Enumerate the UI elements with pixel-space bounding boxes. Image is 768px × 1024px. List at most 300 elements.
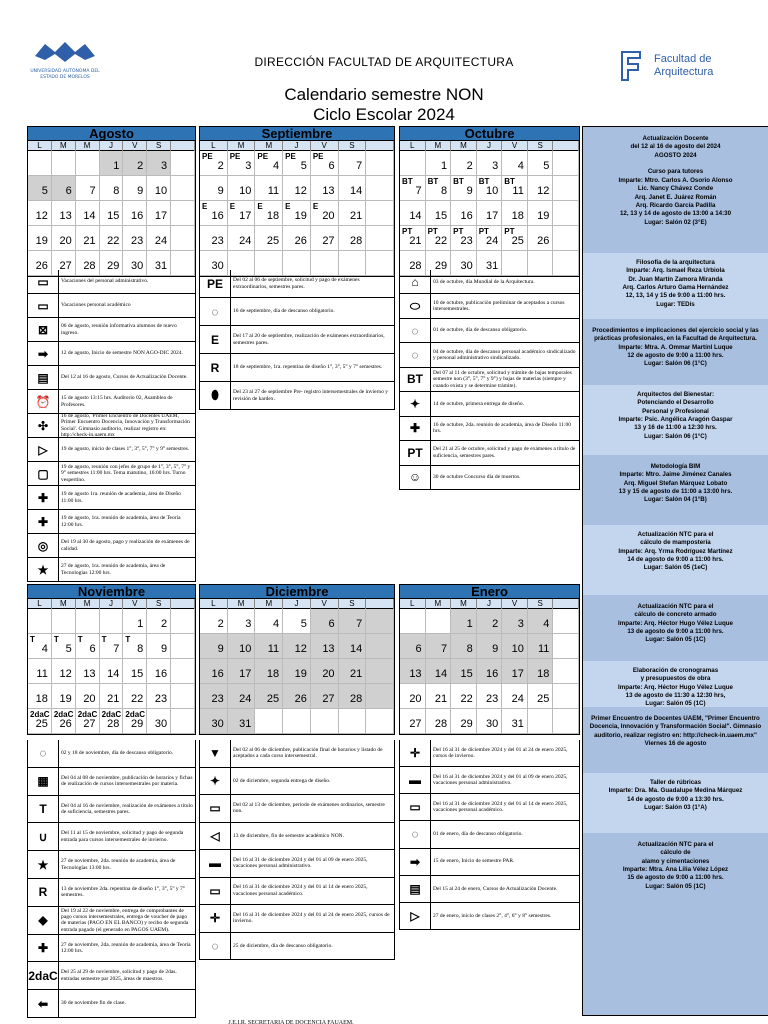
day-number: 4 bbox=[273, 618, 280, 630]
legend-text: 02 y 18 de noviembre, día de descanso obligatorio. bbox=[58, 740, 175, 767]
legend-symbol-icon: 2daC bbox=[28, 968, 58, 983]
legend-row bbox=[28, 534, 195, 558]
legend-text: 19 de agosto, inicio de clases 1°, 3°, 5°, 7° y 9° semestres. bbox=[58, 438, 191, 461]
legend-row bbox=[200, 933, 394, 961]
course-line: Lugar: Salón 06 (1°C) bbox=[644, 432, 707, 440]
day-cell bbox=[147, 709, 171, 734]
legend-row bbox=[28, 270, 195, 294]
day-cell bbox=[502, 684, 528, 709]
svg-text:UNIVERSIDAD AUTÓNOMA DEL: UNIVERSIDAD AUTÓNOMA DEL bbox=[30, 69, 100, 74]
legend-symbol-icon: ◌ bbox=[211, 938, 219, 953]
svg-text:Facultad de: Facultad de bbox=[654, 53, 712, 65]
course-line: cálculo de concreto armado bbox=[634, 611, 717, 619]
legend-symbol-icon: ⏰ bbox=[35, 394, 51, 409]
course-block bbox=[583, 385, 768, 455]
weekday-label: S bbox=[528, 141, 554, 151]
weekday-label: J bbox=[100, 599, 124, 609]
course-line: del 12 al 16 de agosto del 2024 bbox=[630, 143, 721, 151]
day-cell bbox=[339, 201, 367, 226]
day-cell bbox=[28, 151, 52, 176]
weekday-label: V bbox=[123, 599, 147, 609]
day-cell bbox=[100, 176, 124, 201]
day-cell bbox=[100, 684, 124, 709]
day-cell bbox=[553, 659, 579, 684]
day-number: 2 bbox=[466, 160, 473, 172]
day-number: 29 bbox=[434, 260, 448, 272]
legend-row bbox=[28, 740, 195, 768]
day-cell bbox=[366, 201, 394, 226]
day-cell bbox=[400, 709, 426, 734]
event-code: T bbox=[30, 635, 35, 644]
day-cell bbox=[311, 176, 339, 201]
weekday-label: S bbox=[528, 599, 554, 609]
day-number: 30 bbox=[486, 718, 499, 730]
legend-text: Vacaciones personal académico bbox=[58, 294, 133, 317]
day-cell bbox=[426, 634, 452, 659]
legend-symbol-icon: ◎ bbox=[37, 538, 49, 553]
day-cell bbox=[283, 226, 311, 251]
day-number: 21 bbox=[107, 693, 120, 705]
day-number: 4 bbox=[273, 160, 280, 172]
legend-row bbox=[400, 270, 579, 294]
day-number: 12 bbox=[294, 643, 307, 655]
event-code: E bbox=[312, 202, 319, 211]
course-line: Metodología BIM bbox=[650, 463, 701, 470]
course-line: alamo y cimentaciones bbox=[641, 857, 710, 865]
day-cell bbox=[100, 634, 124, 659]
day-cell bbox=[528, 659, 554, 684]
legend-symbol-icon: ◌ bbox=[39, 746, 47, 761]
day-grid bbox=[28, 151, 195, 276]
day-number: 24 bbox=[239, 693, 252, 705]
day-number: 13 bbox=[59, 210, 72, 222]
event-code: T bbox=[125, 635, 131, 644]
legend-text: 16 de agosto, 'Primer Encuentro de Docentes UAEM, Primer Encuentro Docencia, Innovación y Transformación Social'. Gimnasio auditorio, realizar registro en: http://check-in.uaem.mx bbox=[58, 414, 195, 437]
weekday-label bbox=[553, 141, 579, 151]
course-line: Lugar: Salón 05 (1eC) bbox=[643, 564, 708, 572]
weekday-label: M bbox=[451, 141, 477, 151]
day-cell bbox=[426, 176, 452, 201]
day-cell bbox=[171, 684, 195, 709]
day-number: 3 bbox=[517, 618, 524, 630]
day-cell bbox=[311, 201, 339, 226]
course-line: Lugar: Salón 03 (1°A) bbox=[644, 804, 707, 812]
weekday-label: L bbox=[400, 599, 426, 609]
day-cell bbox=[339, 226, 367, 251]
day-cell bbox=[366, 634, 394, 659]
event-code: PT bbox=[504, 227, 515, 236]
day-number: 11 bbox=[538, 643, 550, 655]
day-number: 16 bbox=[211, 210, 224, 222]
day-number: 17 bbox=[239, 668, 252, 680]
course-line: 13 de agosto de 9:00 a 11:00 hrs. bbox=[627, 628, 724, 636]
course-line: Actualización NTC para el bbox=[637, 531, 714, 538]
day-cell bbox=[123, 609, 147, 634]
day-cell bbox=[171, 201, 195, 226]
day-number: 8 bbox=[466, 643, 473, 655]
day-cell bbox=[100, 201, 124, 226]
day-number: 3 bbox=[492, 160, 499, 172]
day-grid bbox=[200, 151, 394, 276]
day-number: 6 bbox=[89, 643, 96, 655]
day-cell bbox=[366, 151, 394, 176]
legend-symbol-icon: E bbox=[210, 332, 219, 347]
course-block bbox=[583, 773, 768, 833]
day-number: 21 bbox=[409, 235, 422, 247]
day-cell bbox=[339, 709, 367, 734]
legend-text: 16 de octubre, 2da. reunión de academia, área de Diseño 11:00 hrs. bbox=[430, 417, 579, 440]
day-number: 26 bbox=[35, 260, 48, 272]
day-cell bbox=[400, 151, 426, 176]
weekday-label: M bbox=[76, 141, 100, 151]
month-title: Octubre bbox=[400, 127, 579, 141]
legend-row bbox=[28, 438, 195, 462]
legend-text: Del 15 al 24 de enero, Cursos de Actualización Docente. bbox=[430, 876, 559, 902]
legend-row bbox=[400, 417, 579, 441]
course-line: Lugar: Salón 04 (1°B) bbox=[644, 496, 707, 504]
course-line: Arq. Miguel Stefan Márquez Lobato bbox=[623, 479, 728, 487]
day-number: 13 bbox=[83, 668, 96, 680]
weekday-label: V bbox=[502, 141, 528, 151]
day-number: 20 bbox=[322, 210, 335, 222]
legend-symbol-icon: ◆ bbox=[38, 913, 48, 928]
day-number: 26 bbox=[59, 718, 72, 730]
legend-text: 16 de septiembre, día de descanso obligatorio. bbox=[230, 298, 337, 325]
day-number: 29 bbox=[460, 718, 473, 730]
legend-text: Del 19 al 30 de agosto, pago y realización de exámenes de calidad. bbox=[58, 534, 195, 557]
weekday-label: L bbox=[28, 141, 52, 151]
legend-row bbox=[400, 849, 579, 876]
day-number: 27 bbox=[59, 260, 72, 272]
month-enero bbox=[399, 584, 580, 735]
day-number: 21 bbox=[83, 235, 96, 247]
legend-row bbox=[200, 768, 394, 796]
day-number: 26 bbox=[537, 235, 550, 247]
day-number: 10 bbox=[239, 643, 252, 655]
day-number: 22 bbox=[131, 693, 144, 705]
day-cell bbox=[451, 634, 477, 659]
day-cell bbox=[528, 609, 554, 634]
day-cell bbox=[400, 659, 426, 684]
day-number: 22 bbox=[434, 235, 448, 247]
legend-row bbox=[28, 851, 195, 879]
day-number: 30 bbox=[154, 718, 168, 730]
legend-row bbox=[400, 821, 579, 848]
day-number: 13 bbox=[322, 185, 335, 197]
course-line: 14 de agosto de 9:00 a 11:00 hrs. bbox=[627, 556, 724, 564]
day-cell bbox=[311, 684, 339, 709]
legend-row bbox=[400, 794, 579, 821]
event-code: PE bbox=[257, 152, 269, 161]
course-line: Actualización Docente bbox=[642, 135, 709, 142]
legend-symbol-icon: ✛ bbox=[209, 911, 221, 926]
day-cell bbox=[171, 659, 195, 684]
day-cell bbox=[255, 226, 283, 251]
day-cell bbox=[400, 176, 426, 201]
legend-row bbox=[200, 326, 394, 354]
legend-row bbox=[28, 486, 195, 510]
day-cell bbox=[528, 201, 554, 226]
day-number: 9 bbox=[217, 643, 224, 655]
day-cell bbox=[553, 634, 579, 659]
legend-row bbox=[28, 318, 195, 342]
day-number: 18 bbox=[511, 210, 524, 222]
legend-text: Vacaciones del personal administrativo. bbox=[58, 270, 150, 293]
course-block bbox=[583, 709, 768, 771]
legend-text: 10 de octubre, publicación preliminar de aceptados a cursos intersemestrales. bbox=[430, 294, 579, 317]
day-cell bbox=[477, 709, 503, 734]
day-number: 9 bbox=[217, 185, 224, 197]
day-cell bbox=[200, 151, 228, 176]
day-number: 19 bbox=[35, 235, 48, 247]
day-cell bbox=[400, 226, 426, 251]
day-number: 15 bbox=[460, 668, 473, 680]
day-number: 20 bbox=[59, 235, 72, 247]
day-cell bbox=[171, 609, 195, 634]
day-number: 24 bbox=[239, 235, 252, 247]
day-number: 19 bbox=[537, 210, 550, 222]
legend-row bbox=[28, 558, 195, 582]
day-number: 14 bbox=[107, 668, 120, 680]
weekday-label: M bbox=[52, 599, 76, 609]
legend-text: Del 11 al 15 de noviembre, solicitud y pago de segunda entrada para cursos intersemestrales de invierno. bbox=[58, 823, 195, 850]
day-cell bbox=[477, 226, 503, 251]
legend-symbol-icon: ✚ bbox=[37, 940, 49, 955]
course-line: Imparte: Mtro. Jaime Jiménez Canales bbox=[619, 471, 732, 479]
weekday-label bbox=[366, 141, 394, 151]
event-code: PE bbox=[312, 152, 324, 161]
legend-row bbox=[28, 462, 195, 486]
day-cell bbox=[400, 634, 426, 659]
day-cell bbox=[28, 684, 52, 709]
legend-text: 15 de agosto 13:15 hrs. Auditorio 02, Asamblea de Profesores. bbox=[58, 390, 195, 413]
day-number: 28 bbox=[83, 260, 96, 272]
event-code: BT bbox=[453, 177, 464, 186]
legend-bot-right bbox=[399, 740, 580, 930]
weekday-label: M bbox=[255, 599, 283, 609]
day-number: 30 bbox=[211, 718, 224, 730]
legend-symbol-icon: ⬭ bbox=[409, 298, 421, 313]
day-cell bbox=[52, 709, 76, 734]
legend-text: 27 de agosto, 1ra. reunión de academia, área de Tecnologías 12:00 hrs. bbox=[58, 558, 195, 581]
event-code: BT bbox=[504, 177, 515, 186]
day-number: 14 bbox=[434, 668, 448, 680]
weekday-header bbox=[400, 599, 579, 609]
day-cell bbox=[400, 684, 426, 709]
day-number: 9 bbox=[137, 185, 144, 197]
day-number: 6 bbox=[328, 618, 335, 630]
day-number: 25 bbox=[35, 718, 48, 730]
legend-text: 13 de noviembre 2da. repentina de diseño 1°, 3°, 5° y 7° semestres. bbox=[58, 879, 195, 906]
day-cell bbox=[76, 201, 100, 226]
day-cell bbox=[76, 634, 100, 659]
legend-row bbox=[28, 990, 195, 1018]
day-cell bbox=[52, 659, 76, 684]
day-cell bbox=[451, 226, 477, 251]
course-block bbox=[583, 321, 768, 383]
legend-row bbox=[28, 366, 195, 390]
weekday-label: M bbox=[255, 141, 283, 151]
legend-symbol-icon: PE bbox=[206, 276, 223, 291]
day-cell bbox=[283, 151, 311, 176]
day-number: 14 bbox=[409, 210, 422, 222]
day-number: 11 bbox=[267, 643, 280, 655]
legend-text: 06 de agosto, reunión informativa alumnos de nuevo ingreso. bbox=[58, 318, 195, 341]
legend-symbol-icon: T bbox=[39, 801, 47, 816]
day-cell bbox=[123, 151, 147, 176]
day-cell bbox=[283, 659, 311, 684]
day-number: 17 bbox=[511, 668, 524, 680]
day-number: 25 bbox=[266, 235, 280, 247]
month-agosto bbox=[27, 126, 196, 277]
day-cell bbox=[200, 659, 228, 684]
day-number: 19 bbox=[294, 210, 307, 222]
day-cell bbox=[52, 201, 76, 226]
legend-row bbox=[400, 368, 579, 392]
day-number: 27 bbox=[409, 718, 422, 730]
legend-text: 14 de octubre, primera entrega de diseño. bbox=[430, 392, 526, 415]
legend-symbol-icon: ▭ bbox=[37, 274, 49, 289]
day-cell bbox=[311, 226, 339, 251]
day-cell bbox=[553, 709, 579, 734]
day-number: 3 bbox=[161, 160, 168, 172]
course-block bbox=[583, 597, 768, 659]
event-code: T bbox=[77, 635, 83, 644]
day-cell bbox=[477, 659, 503, 684]
day-cell bbox=[171, 151, 195, 176]
month-title: Diciembre bbox=[200, 585, 394, 599]
day-cell bbox=[477, 634, 503, 659]
weekday-label: M bbox=[228, 141, 256, 151]
legend-row bbox=[400, 441, 579, 465]
day-number: 5 bbox=[300, 618, 307, 630]
legend-row bbox=[400, 466, 579, 490]
day-number: 16 bbox=[486, 668, 499, 680]
day-number: 5 bbox=[41, 185, 48, 197]
course-line: Imparte: Dra. Ma. Guadalupe Medina Márquez bbox=[608, 787, 743, 795]
day-number: 7 bbox=[113, 643, 120, 655]
course-line: 13 y 16 de 11:00 a 12:30 hrs. bbox=[634, 424, 717, 432]
day-number: 5 bbox=[543, 160, 550, 172]
course-line: Viernes 16 de agosto bbox=[644, 740, 707, 748]
day-number: 22 bbox=[460, 693, 473, 705]
legend-text: 04 de octubre, día de descanso personal académico sindicalizado y personal administrativo sindicalizado. bbox=[430, 343, 579, 366]
day-cell bbox=[228, 659, 256, 684]
day-number: 17 bbox=[486, 210, 499, 222]
day-cell bbox=[528, 709, 554, 734]
day-grid bbox=[400, 609, 579, 734]
legend-symbol-icon: ➡ bbox=[409, 854, 421, 869]
day-cell bbox=[502, 201, 528, 226]
day-cell bbox=[477, 609, 503, 634]
weekday-label: L bbox=[400, 141, 426, 151]
day-number: 18 bbox=[266, 210, 280, 222]
legend-text: 03 de octubre, día Mundial de la Arquitectura. bbox=[430, 270, 537, 293]
day-number: 6 bbox=[65, 185, 72, 197]
day-cell bbox=[147, 684, 171, 709]
day-cell bbox=[366, 709, 394, 734]
day-cell bbox=[28, 709, 52, 734]
legend-text: Del 25 al 29 de noviembre, solicitud y pago de 2das. entradas semestre par 2025, áreas de maestros. bbox=[58, 962, 195, 989]
day-cell bbox=[283, 634, 311, 659]
course-line: Imparte: Mtro. Carlos A. Osorio Alonso bbox=[618, 176, 733, 184]
course-line: Arq. Carlos Arturo Gama Hernández bbox=[622, 284, 729, 292]
day-number: 29 bbox=[131, 718, 144, 730]
day-number: 8 bbox=[113, 185, 120, 197]
day-cell bbox=[147, 151, 171, 176]
day-number: 3 bbox=[245, 618, 252, 630]
legend-row bbox=[400, 767, 579, 794]
legend-symbol-icon: ✚ bbox=[409, 421, 421, 436]
legend-text: Del 21 al 25 de octubre, solicitud y pago de exámenes a título de suficiencia, semestres pares. bbox=[430, 441, 579, 464]
day-number: 20 bbox=[409, 693, 422, 705]
day-cell bbox=[528, 176, 554, 201]
event-code: E bbox=[202, 202, 208, 211]
weekday-label: L bbox=[200, 599, 228, 609]
event-code: BT bbox=[402, 177, 413, 186]
day-number: 4 bbox=[41, 643, 48, 655]
day-number: 5 bbox=[300, 160, 307, 172]
legend-text: Del 23 al 27 de septiembre Pre- registro intersemestrales de invierno y revisión de kardex. bbox=[230, 382, 394, 409]
legend-row bbox=[400, 294, 579, 318]
day-number: 14 bbox=[350, 643, 363, 655]
day-number: 25 bbox=[537, 693, 550, 705]
day-cell bbox=[426, 709, 452, 734]
course-line: Lic. Nancy Chávez Conde bbox=[637, 185, 714, 193]
legend-row bbox=[28, 935, 195, 963]
legend-symbol-icon: ★ bbox=[37, 562, 49, 577]
day-number: 12 bbox=[35, 210, 48, 222]
day-cell bbox=[147, 659, 171, 684]
month-noviembre bbox=[27, 584, 196, 735]
legend-text: Del 16 al 31 de diciembre 2024 y del 01 al 24 de enero 2025, cursos de invierno. bbox=[230, 905, 394, 932]
day-cell bbox=[553, 226, 579, 251]
day-cell bbox=[283, 176, 311, 201]
legend-row bbox=[400, 392, 579, 416]
day-cell bbox=[76, 709, 100, 734]
weekday-label: J bbox=[283, 599, 311, 609]
day-cell bbox=[366, 226, 394, 251]
legend-text: 27 de enero, inicio de clases 2°, 4°, 6° y 8° semestres. bbox=[430, 903, 553, 929]
event-code: BT bbox=[478, 177, 490, 186]
day-number: 16 bbox=[211, 668, 224, 680]
day-number: 7 bbox=[89, 185, 96, 197]
day-grid bbox=[200, 609, 394, 734]
weekday-header bbox=[200, 599, 394, 609]
day-cell bbox=[255, 176, 283, 201]
course-line: AGOSTO 2024 bbox=[654, 151, 697, 159]
weekday-label: J bbox=[283, 141, 311, 151]
legend-row bbox=[28, 510, 195, 534]
day-cell bbox=[228, 151, 256, 176]
legend-symbol-icon: R bbox=[38, 885, 48, 900]
legend-symbol-icon: ▢ bbox=[37, 466, 49, 481]
day-cell bbox=[528, 226, 554, 251]
course-line: Imparte: Mtra. A. Ommar Martínl Luque bbox=[618, 343, 733, 351]
day-cell bbox=[228, 201, 256, 226]
day-number: 31 bbox=[486, 260, 499, 272]
legend-text: Del 16 al 31 de diciembre 2024 y del 01 al 14 de enero 2025, vacaciones personal académico. bbox=[230, 878, 394, 905]
course-block bbox=[583, 661, 768, 707]
day-cell bbox=[451, 684, 477, 709]
day-number: 3 bbox=[245, 160, 252, 172]
legend-row bbox=[400, 903, 579, 930]
weekday-label: M bbox=[426, 599, 452, 609]
day-cell bbox=[228, 609, 256, 634]
day-number: 8 bbox=[441, 185, 448, 197]
day-cell bbox=[426, 151, 452, 176]
course-line: 12 de agosto de 9:00 a 11:00 hrs. bbox=[627, 352, 724, 360]
